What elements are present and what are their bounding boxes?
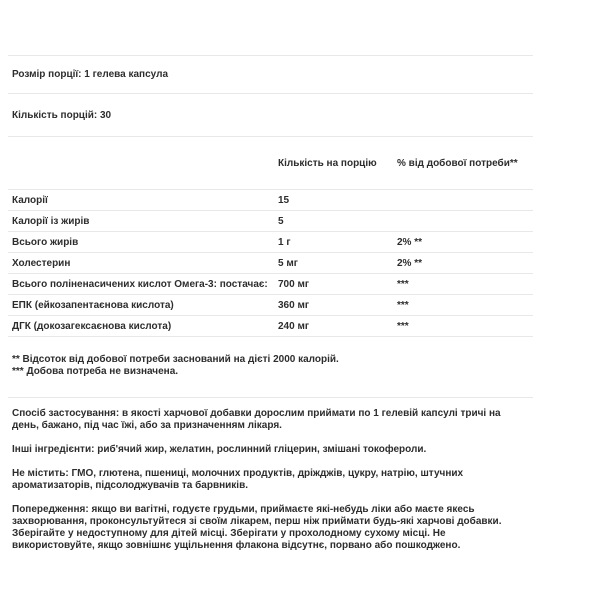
nutrient-amount: 240 мг — [278, 320, 310, 332]
nutrient-name: ДГК (докозагексаєнова кислота) — [12, 320, 172, 332]
table-row — [8, 190, 533, 211]
table-header-row — [8, 137, 533, 190]
footnote-daily-value-basis: ** Відсоток від добової потреби заснований на дієті 2000 калорій. — [12, 354, 339, 365]
nutrient-name: Всього жирів — [12, 236, 79, 248]
serving-size-row — [8, 56, 533, 94]
paragraph-directions: Спосіб застосування: в якості харчової добавки дорослим приймати по 1 гелевій капсулі тричі на день, бажано, під час їжі, або за призначенням лікаря. — [12, 408, 501, 431]
servings-per-container-row — [8, 94, 533, 137]
table-body — [8, 190, 533, 337]
table-row — [8, 253, 533, 274]
table-row — [8, 232, 533, 253]
nutrient-amount: 360 мг — [278, 299, 310, 311]
nutrient-dv: 2% ** — [397, 257, 423, 269]
footnotes — [8, 337, 533, 398]
nutrient-dv: *** — [397, 278, 409, 290]
column-daily-value: % від добової потреби** — [397, 157, 518, 169]
nutrient-name: Калорії — [12, 194, 48, 206]
table-row — [8, 316, 533, 337]
nutrient-name: Всього поліненасичених кислот Омега-3: постачає: — [12, 278, 268, 290]
nutrient-dv: 2% ** — [397, 236, 423, 248]
serving-size-text: Розмір порції: 1 гелева капсула — [12, 69, 169, 80]
nutrient-name: Калорії із жирів — [12, 215, 90, 227]
nutrient-dv: *** — [397, 299, 409, 311]
supplement-facts-content — [8, 55, 533, 552]
paragraph-warnings: Попередження: якщо ви вагітні, годуєте грудьми, приймаєте які-небудь ліки або маєте якесь захворювання, проконсультуйтеся зі своїм лікарем, перш ніж приймати будь-які харчові добавки. Зберігайте у недоступному для дітей місці. Зберігати у прохолодному сухому місці. Не використовуйте, якщо зовнішнє ущільнення флакона відсутнє, порвано або пошкоджено. — [12, 504, 502, 551]
table-row — [8, 274, 533, 295]
nutrient-amount: 15 — [278, 194, 290, 206]
nutrient-amount: 700 мг — [278, 278, 310, 290]
info-paragraphs — [8, 408, 533, 552]
nutrient-amount: 1 г — [278, 236, 291, 248]
nutrient-dv: *** — [397, 320, 409, 332]
table-row — [8, 211, 533, 232]
servings-per-container-text: Кількість порцій: 30 — [12, 109, 112, 121]
nutrient-name: ЕПК (ейкозапентаєнова кислота) — [12, 299, 174, 311]
table-row — [8, 295, 533, 316]
paragraph-other-ingredients: Інші інгредієнти: риб'ячий жир, желатин, рослинний гліцерин, змішані токофероли. — [12, 444, 427, 455]
nutrient-amount: 5 мг — [278, 257, 298, 269]
nutrient-amount: 5 — [278, 215, 284, 227]
supplement-facts-table — [8, 55, 533, 337]
column-amount-per-serving: Кількість на порцію — [278, 157, 377, 169]
footnote-dv-not-established: *** Добова потреба не визначена. — [12, 366, 179, 377]
paragraph-does-not-contain: Не містить: ГМО, глютена, пшениці, молочних продуктів, дріжджів, цукру, натрію, штучних ароматизаторів, підсолоджувачів та барвників. — [12, 468, 464, 491]
nutrient-name: Холестерин — [12, 257, 71, 269]
